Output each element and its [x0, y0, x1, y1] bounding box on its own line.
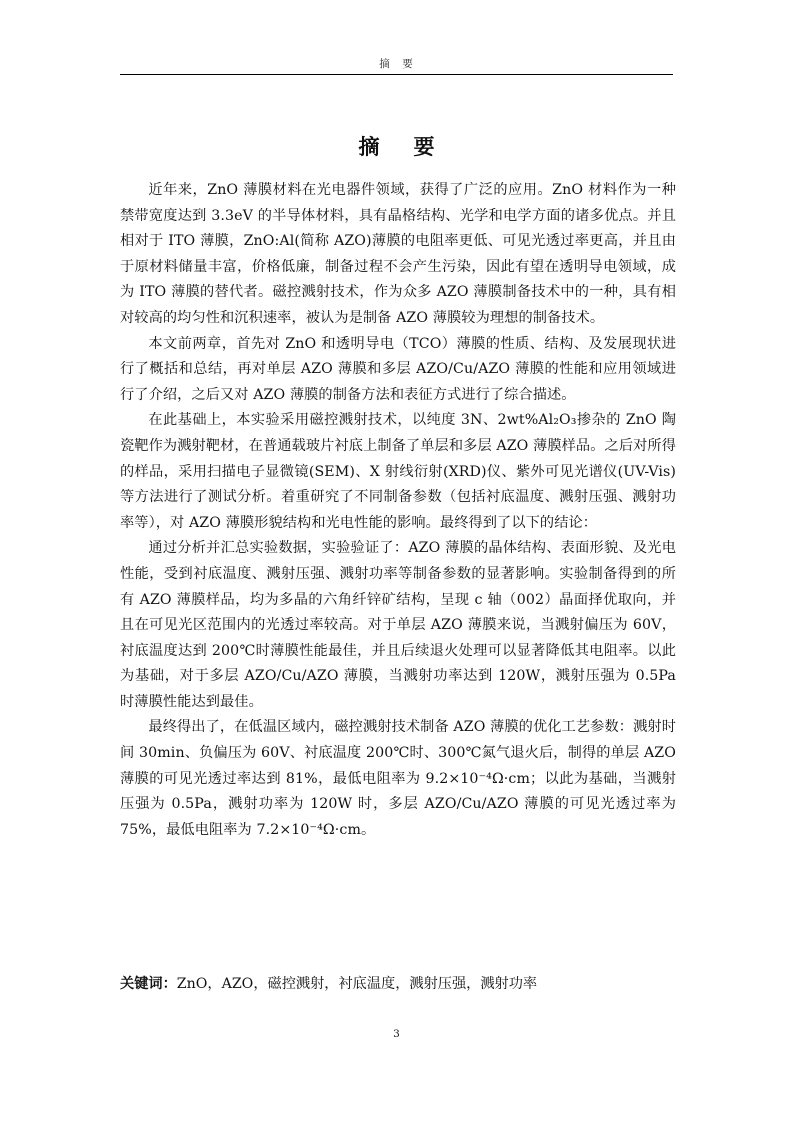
running-header: 摘 要	[379, 58, 414, 70]
paragraph-5: 最终得出了，在低温区域内，磁控溅射技术制备 AZO 薄膜的优化工艺参数：溅射时间 30min、负偏压为 60V、衬底温度 200℃时、300℃氮气退火后，制得的单层 AZO 薄膜的可见光透过率达到 81%，最低电阻率为 9.2×10⁻⁴Ω·cm；以此为基础，当溅射压强为 0.5Pa，溅射功率为 120W 时，多层 AZO/Cu/AZO 薄膜的可见光透过率为 75%，最低电阻率为 7.2×10⁻⁴Ω·cm。	[120, 719, 676, 838]
abstract-body	[120, 178, 676, 843]
page-title: 摘要	[358, 135, 469, 159]
header-rule	[120, 74, 673, 75]
paragraph-3: 在此基础上，本实验采用磁控溅射技术，以纯度 3N、2wt%Al₂O₃掺杂的 ZnO 陶瓷靶作为溅射靶材，在普通载玻片衬底上制备了单层和多层 AZO 薄膜样品。之后对所得的样品，采用扫描电子显微镜(SEM)、X 射线衍射(XRD)仪、紫外可见光谱仪(UV-Vis)等方法进行了测试分析。着重研究了不同制备参数（包括衬底温度、溅射压强、溅射功率等），对 AZO 薄膜形貌结构和光电性能的影响。最终得到了以下的结论：	[120, 412, 676, 531]
paragraph-2: 本文前两章，首先对 ZnO 和透明导电（TCO）薄膜的性质、结构、及发展现状进行了概括和总结，再对单层 AZO 薄膜和多层 AZO/Cu/AZO 薄膜的性能和应用领域进行了介绍，之后又对 AZO 薄膜的制备方法和表征方式进行了综合描述。	[120, 335, 676, 403]
keywords	[120, 973, 673, 995]
paragraph-1: 近年来，ZnO 薄膜材料在光电器件领域，获得了广泛的应用。ZnO 材料作为一种禁带宽度达到 3.3eV 的半导体材料，具有晶格结构、光学和电学方面的诸多优点。并且相对于 ITO 薄膜，ZnO:Al(简称 AZO)薄膜的电阻率更低、可见光透过率更高，并且由于原材料储量丰富，价格低廉，制备过程不会产生污染，因此有望在透明导电领域，成为 ITO 薄膜的替代者。磁控溅射技术，作为众多 AZO 薄膜制备技术中的一种，具有相对较高的均匀性和沉积速率，被认为是制备 AZO 薄膜较为理想的制备技术。	[120, 182, 676, 326]
keywords-label: 关键词：	[120, 976, 177, 992]
page-number: 3	[393, 1028, 400, 1040]
paragraph-4: 通过分析并汇总实验数据，实验验证了：AZO 薄膜的晶体结构、表面形貌、及光电性能，受到衬底温度、溅射压强、溅射功率等制备参数的显著影响。实验制备得到的所有 AZO 薄膜样品，均为多晶的六角纤锌矿结构，呈现 c 轴（002）晶面择优取向，并且在可见光区范围内的光透过率较高。对于单层 AZO 薄膜来说，当溅射偏压为 60V，衬底温度达到 200℃时薄膜性能最佳，并且后续退火处理可以显著降低其电阻率。以此为基础，对于多层 AZO/Cu/AZO 薄膜，当溅射功率达到 120W，溅射压强为 0.5Pa 时薄膜性能达到最佳。	[120, 540, 676, 710]
keywords-text: ZnO，AZO，磁控溅射，衬底温度，溅射压强，溅射功率	[176, 976, 538, 992]
